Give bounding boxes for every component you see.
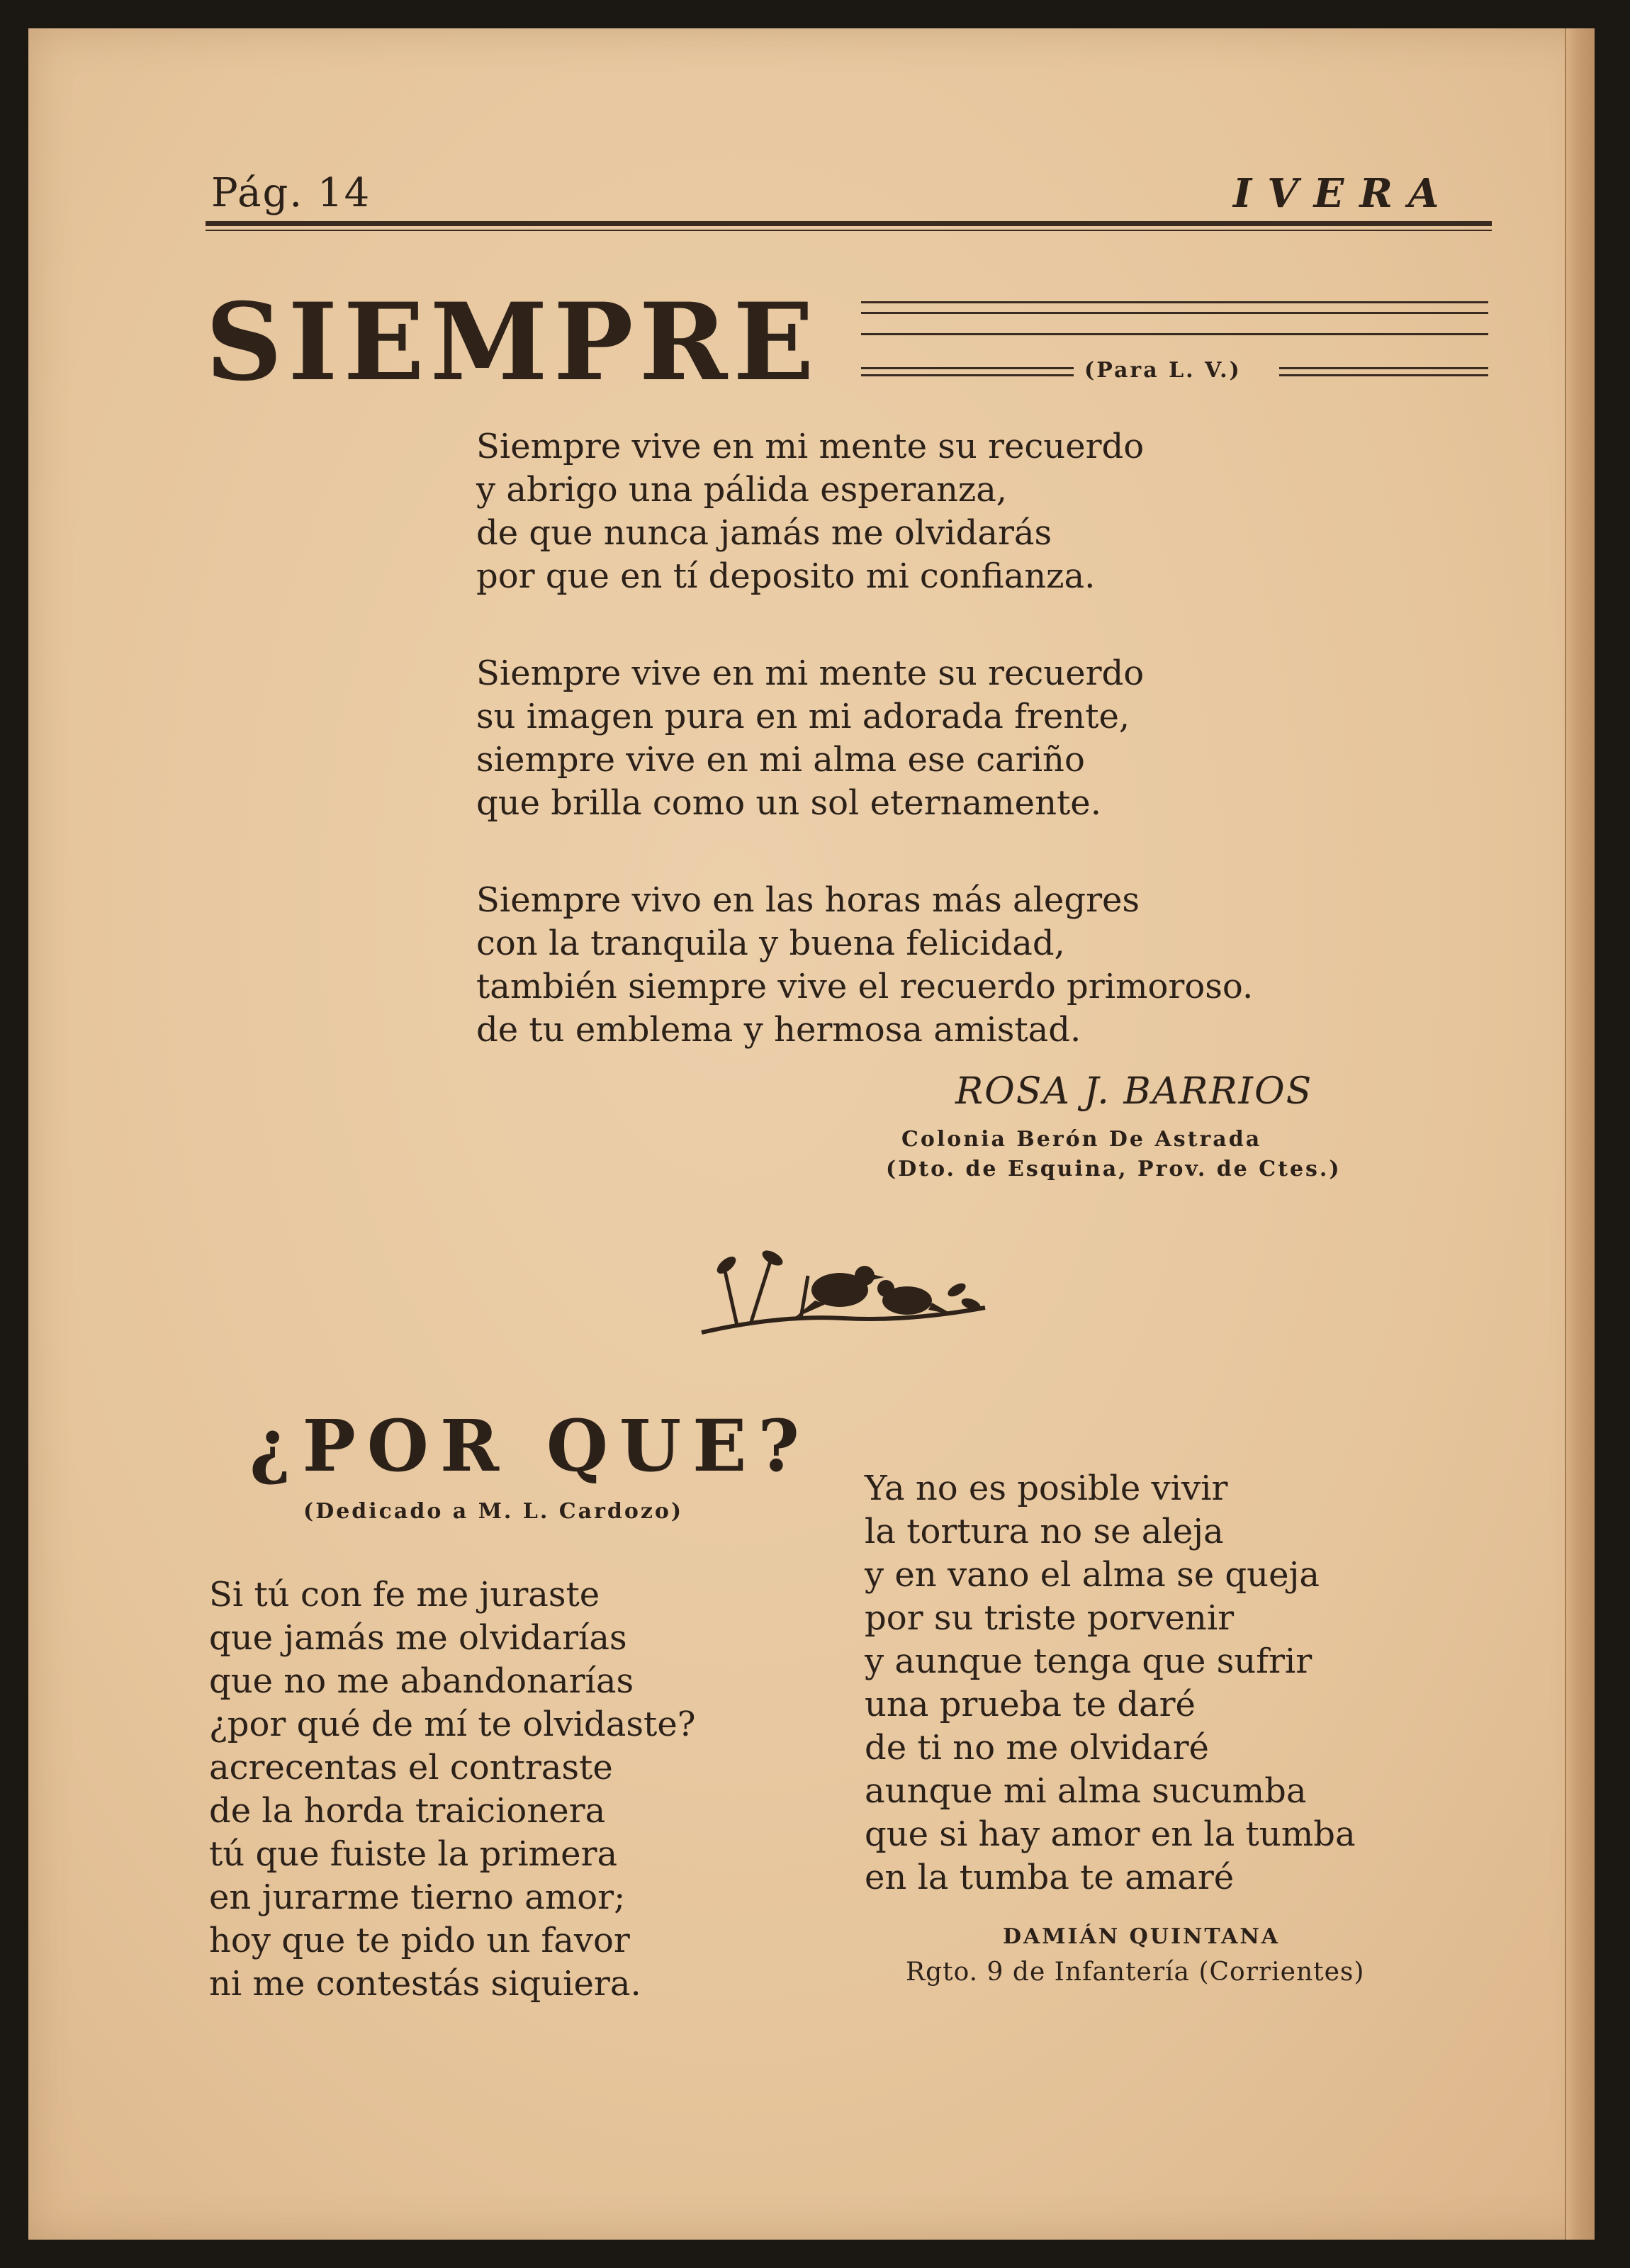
verse-line: de tu emblema y hermosa amistad.	[476, 1010, 1081, 1050]
poem2-dedication: (Dedicado a M. L. Cardozo)	[303, 1499, 684, 1524]
verse-line: Ya no es posible vivir	[865, 1469, 1228, 1508]
poem1-author: ROSA J. BARRIOS	[955, 1070, 1313, 1113]
poem2-title: ¿POR QUE?	[249, 1404, 811, 1488]
verse-line: en jurarme tierno amor;	[209, 1877, 626, 1917]
poem1-stanza	[476, 652, 1144, 825]
verse-line: y en vano el alma se queja	[865, 1555, 1320, 1595]
poem1-location-line1: Colonia Berón De Astrada	[901, 1127, 1262, 1152]
page-number: Pág. 14	[211, 170, 371, 216]
verse-line: una prueba te daré	[865, 1685, 1196, 1724]
verse-line: siempre vive en mi alma ese cariño	[476, 740, 1085, 780]
page-edge	[1565, 28, 1595, 2240]
verse-line: también siempre vive el recuerdo primoroso.	[476, 967, 1254, 1006]
verse-line: por que en tí deposito mi confianza.	[476, 556, 1096, 596]
title-rule	[861, 312, 1488, 314]
verse-line: Si tú con fe me juraste	[209, 1575, 600, 1615]
title-rule	[1279, 374, 1488, 376]
header-rule-thin	[206, 230, 1492, 231]
poem2-location: Rgto. 9 de Infantería (Corrientes)	[906, 1958, 1365, 1987]
verse-line: la tortura no se aleja	[865, 1512, 1224, 1551]
verse-line: de que nunca jamás me olvidarás	[476, 513, 1052, 553]
verse-line: en la tumba te amaré	[865, 1858, 1235, 1897]
verse-line: que brilla como un sol eternamente.	[476, 783, 1101, 823]
title-rule	[861, 367, 1074, 369]
verse-line: ni me contestás siquiera.	[209, 1964, 641, 2004]
poem1-title: SIEMPRE	[206, 280, 820, 405]
title-rule	[1279, 367, 1488, 369]
verse-line: acrecentas el contraste	[209, 1748, 613, 1787]
verse-line: su imagen pura en mi adorada frente,	[476, 697, 1130, 736]
poem1-stanza	[476, 425, 1144, 598]
verse-line: Siempre vivo en las horas más alegres	[476, 880, 1140, 920]
verse-line: aunque mi alma sucumba	[865, 1771, 1307, 1811]
verse-line: hoy que te pido un favor	[209, 1921, 630, 1960]
birds-ornament-icon	[695, 1233, 999, 1340]
verse-line: de la horda traicionera	[209, 1791, 606, 1831]
verse-line: que no me abandonarías	[209, 1661, 634, 1701]
verse-line: que si hay amor en la tumba	[865, 1814, 1356, 1854]
magazine-page	[28, 28, 1595, 2240]
title-rule	[861, 301, 1488, 303]
verse-line: Siempre vive en mi mente su recuerdo	[476, 427, 1145, 466]
verse-line: ¿por qué de mí te olvidaste?	[209, 1705, 696, 1744]
header-rule	[206, 221, 1492, 226]
verse-line: de ti no me olvidaré	[865, 1728, 1209, 1768]
poem1-stanza	[476, 879, 1253, 1052]
verse-line: Siempre vive en mi mente su recuerdo	[476, 653, 1145, 693]
verse-line: tú que fuiste la primera	[209, 1834, 618, 1874]
poem2-right-column	[865, 1467, 1356, 1899]
title-rule	[861, 333, 1488, 335]
verse-line: y aunque tenga que sufrir	[865, 1641, 1313, 1681]
poem2-author: DAMIÁN QUINTANA	[1003, 1924, 1281, 1949]
verse-line: y abrigo una pálida esperanza,	[476, 470, 1008, 510]
poem2-left-column	[209, 1573, 695, 2006]
poem1-location-line2: (Dto. de Esquina, Prov. de Ctes.)	[886, 1157, 1342, 1181]
verse-line: con la tranquila y buena felicidad,	[476, 924, 1065, 963]
magazine-title: IVERA	[1233, 170, 1455, 217]
poem1-dedication: (Para L. V.)	[1084, 358, 1242, 383]
title-rule	[861, 374, 1074, 376]
verse-line: por su triste porvenir	[865, 1598, 1235, 1638]
verse-line: que jamás me olvidarías	[209, 1618, 627, 1658]
